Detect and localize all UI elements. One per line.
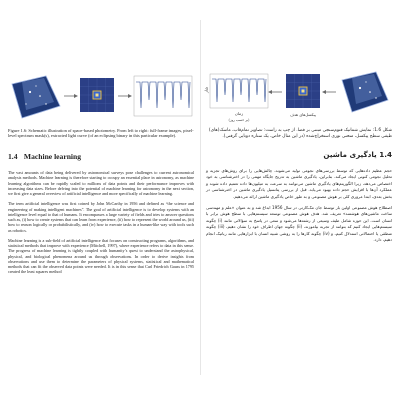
body-text: [8, 170, 194, 280]
full-frame-image: [12, 76, 60, 118]
paragraph: Machine learning is a sub-field of artificial intelligence that focuses on constructing programs, algorithms, and statistical methods that improve with experience (Mitchell, 1997), where experience refers to data in this sense. The progress of machine learning is tightly coupled with humanity’s quest to understand the astrophysical, physical, and biological phenomena around us through observations. In order to derive insights from observations and use them to determine the parameters of physical systems, statistical and mathematical methods that can fit the observed data points were needed. It is in this sense that Carl Friedrich Gauss in 1795 created the least squares method: [8, 237, 194, 275]
section-heading: [8, 152, 194, 161]
section-title: یادگیری ماشین: [323, 150, 377, 159]
axis-label-flux: شار: [203, 86, 209, 93]
body-text: [206, 168, 392, 248]
axis-label-time: زمان: [234, 111, 244, 116]
paragraph: The vast amounts of data being delivered by astronomical surveys pose challenges to current astronomical analysis methods. Machine learning is therefore starting to occupy an essential place in astronomy, as machine learning algorithms can be rapidly scaled to millions of data points and their performance improves with increasing data sizes. Before delving into the potential of machine learning for astronomy in the next section, we first give a general overview of artificial intelligence and more specifically of machine learning.: [8, 170, 194, 196]
photometry-figure-right: [203, 66, 392, 126]
full-frame-image: [342, 72, 388, 112]
page-divider: [200, 20, 201, 375]
pixel-mask: [286, 74, 320, 117]
axis-label-time-unit: (بر حسب روز): [228, 118, 250, 122]
section-number: 1.4: [8, 152, 18, 161]
figure-caption: شکل 1.6: نمایش شماتیک فتوم‌سنجی مبتنی بر فضا. از چپ به راست: تصاویر تمام‌قاب، ماسک‌(های) طیفی سطح پیکسل، منحنی نوری استخراج‌شده (در این مثال خاص، یک ستاره دوتایی گرفتی).: [208, 128, 392, 139]
left-page: [8, 0, 194, 400]
pixel-mask-label: پیکسل‌های هدف: [290, 112, 316, 117]
right-page: [203, 0, 393, 400]
light-curve: [134, 76, 192, 116]
paragraph: اصطلاح هوش مصنوعی اولین بار توسط جان مک‌کارتی در سال 1956 ابداع شد و به عنوان «علم و مهندسی ساخت ماشین‌های هوشمند» تعریف شد. هدف هوش مصنوعی توسعه سیستم‌هایی با سطح هوش برابر با انسان است. این حوزه شامل طیف وسیعی از رشته‌ها می‌شود و سعی در پاسخ به سؤالاتی مانند (i) چگونه سیستم‌هایی ایجاد کنیم که بتوانند از تجربه بیاموزند، (ii) چگونه جهان اطراف خود را نشان دهیم، (iii) چگونه منطقی یا احتمالاتی استدلال کنیم، و (iv) چگونه کارها را به روشی شبیه انسان با ابزارهایی مانند رباتیک انجام دهیم، دارد.: [206, 205, 393, 243]
paragraph: حجم عظیم داده‌هایی که توسط بررسی‌های نجومی تولید می‌شوند، چالش‌هایی را برای روش‌های تجزیه و تحلیل نجومی کنونی ایجاد می‌کند. بنابراین، یادگیری ماشین به تدریج جایگاه مهمی را در اخترشناسی به خود اختصاص می‌دهد، زیرا الگوریتم‌های یادگیری ماشین می‌توانند به سرعت به میلیون‌ها داده تعمیم داده شوند و عملکرد آن‌ها با افزایش حجم داده بهبود می‌یابد. قبل از بررسی پتانسیل یادگیری ماشین در اخترشناسی در بخش بعدی، ابتدا مروری کلی بر هوش مصنوعی و به طور خاص یادگیری ماشین ارائه می‌دهیم.: [206, 168, 392, 199]
light-curve: [204, 74, 269, 122]
figure-caption: Figure 1.6: Schematic illustration of space-based photometry. From left to right: full-frame images, pixel-level spectrum mask(s), extracted light curve (of an eclipsing binary in this particular example).: [8, 128, 194, 139]
photometry-figure-left: [8, 66, 194, 126]
paragraph: The term artificial intelligence was first coined by John McCarthy in 1956 and defined as “the science and engineering of making intelligent machines”. The goal of artificial intelligence is to develop systems with an intelligence level equal to that of humans. It encompasses a large variety of fields and tries to answer questions such as, (i) how to create systems that can learn from experience, (ii) how to represent the world around us, (iii) how to reason logically or probabilistically, and (iv) how to execute tasks in a human-like way with tools such as robotics.: [8, 201, 194, 233]
pixel-mask: [80, 78, 114, 112]
section-heading: [206, 150, 392, 159]
section-number: 1.4: [379, 150, 392, 159]
section-title: Machine learning: [23, 152, 82, 161]
